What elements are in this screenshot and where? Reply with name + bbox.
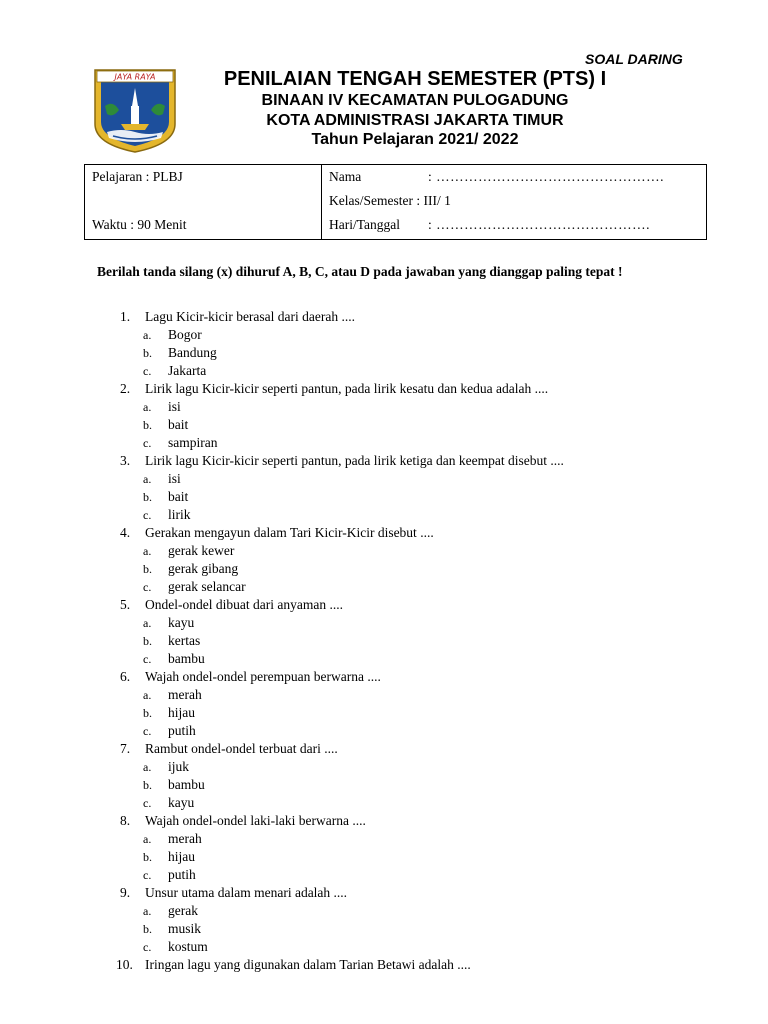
question-text: Gerakan mengayun dalam Tari Kicir-Kicir disebut .... [145, 525, 434, 540]
option-letter: b. [143, 634, 152, 648]
question-text: Wajah ondel-ondel perempuan berwarna .... [145, 669, 381, 684]
option-item[interactable] [0, 849, 768, 867]
option-text: gerak kewer [168, 543, 235, 558]
option-letter: c. [143, 940, 152, 954]
option-text: Jakarta [168, 363, 207, 378]
option-letter: b. [143, 562, 152, 576]
waktu-cell: Waktu : 90 Menit [92, 217, 187, 232]
question-item [0, 309, 768, 327]
option-item[interactable] [0, 921, 768, 939]
jakarta-emblem-logo [91, 66, 179, 154]
option-letter: a. [143, 472, 152, 486]
subtitle-kota: KOTA ADMINISTRASI JAKARTA TIMUR [266, 112, 564, 129]
option-item[interactable] [0, 903, 768, 921]
option-text: kayu [168, 795, 195, 810]
option-letter: c. [143, 652, 152, 666]
hari-field[interactable]: : ………………………………………. [428, 217, 651, 232]
option-letter: a. [143, 616, 152, 630]
option-letter: b. [143, 706, 152, 720]
option-text: hijau [168, 849, 195, 864]
question-text: Wajah ondel-ondel laki-laki berwarna .... [145, 813, 366, 828]
option-text: gerak [168, 903, 198, 918]
option-text: bambu [168, 777, 205, 792]
option-item[interactable] [0, 759, 768, 777]
option-text: hijau [168, 705, 195, 720]
question-text: Lirik lagu Kicir-kicir seperti pantun, pada lirik kesatu dan kedua adalah .... [145, 381, 549, 396]
option-item[interactable] [0, 705, 768, 723]
option-text: gerak selancar [168, 579, 246, 594]
option-text: lirik [168, 507, 191, 522]
option-letter: c. [143, 364, 152, 378]
question-item [0, 957, 768, 975]
question-text: Rambut ondel-ondel terbuat dari .... [145, 741, 338, 756]
kelas-cell: Kelas/Semester : III/ 1 [329, 193, 451, 208]
question-text: Iringan lagu yang digunakan dalam Tarian Betawi adalah .... [145, 957, 471, 972]
option-text: sampiran [168, 435, 218, 450]
option-item[interactable] [0, 777, 768, 795]
question-number: 10. [116, 957, 133, 972]
question-text: Ondel-ondel dibuat dari anyaman .... [145, 597, 343, 612]
option-item[interactable] [0, 633, 768, 651]
option-item[interactable] [0, 435, 768, 453]
question-number: 6. [120, 669, 131, 684]
option-letter: a. [143, 832, 152, 846]
option-item[interactable] [0, 363, 768, 381]
option-letter: b. [143, 346, 152, 360]
option-item[interactable] [0, 507, 768, 525]
info-table [84, 164, 707, 240]
info-divider [321, 165, 322, 239]
question-number: 5. [120, 597, 131, 612]
option-letter: c. [143, 508, 152, 522]
question-number: 2. [120, 381, 131, 396]
option-text: kayu [168, 615, 195, 630]
option-item[interactable] [0, 489, 768, 507]
question-item [0, 453, 768, 471]
option-text: Bogor [168, 327, 202, 342]
question-list [0, 309, 768, 975]
option-text: kostum [168, 939, 208, 954]
option-item[interactable] [0, 831, 768, 849]
option-item[interactable] [0, 345, 768, 363]
option-item[interactable] [0, 561, 768, 579]
option-letter: c. [143, 796, 152, 810]
nama-label: Nama [329, 169, 362, 184]
option-text: merah [168, 687, 202, 702]
option-text: musik [168, 921, 202, 936]
option-letter: b. [143, 418, 152, 432]
option-letter: b. [143, 850, 152, 864]
option-text: bambu [168, 651, 205, 666]
option-text: putih [168, 867, 196, 882]
option-letter: c. [143, 436, 152, 450]
option-text: bait [168, 489, 189, 504]
option-item[interactable] [0, 651, 768, 669]
option-item[interactable] [0, 417, 768, 435]
hari-label: Hari/Tanggal [329, 217, 401, 232]
option-letter: c. [143, 868, 152, 882]
pelajaran-cell: Pelajaran : PLBJ [92, 169, 183, 184]
option-text: Bandung [168, 345, 217, 360]
option-text: isi [168, 471, 181, 486]
option-item[interactable] [0, 939, 768, 957]
option-item[interactable] [0, 399, 768, 417]
option-text: merah [168, 831, 202, 846]
option-letter: a. [143, 400, 152, 414]
option-text: gerak gibang [168, 561, 239, 576]
option-letter: b. [143, 922, 152, 936]
option-item[interactable] [0, 867, 768, 885]
question-number: 3. [120, 453, 131, 468]
question-item [0, 813, 768, 831]
option-item[interactable] [0, 471, 768, 489]
option-letter: b. [143, 778, 152, 792]
option-item[interactable] [0, 795, 768, 813]
option-item[interactable] [0, 615, 768, 633]
nama-field[interactable]: : …………………………………………. [428, 169, 665, 184]
question-number: 8. [120, 813, 131, 828]
question-item [0, 381, 768, 399]
option-letter: a. [143, 760, 152, 774]
question-number: 1. [120, 309, 131, 324]
question-item [0, 525, 768, 543]
doc-tag: SOAL DARING [585, 51, 683, 67]
option-letter: a. [143, 544, 152, 558]
option-letter: c. [143, 724, 152, 738]
option-letter: a. [143, 328, 152, 342]
subtitle-binaan: BINAAN IV KECAMATAN PULOGADUNG [261, 92, 569, 109]
question-item [0, 885, 768, 903]
option-item[interactable] [0, 327, 768, 345]
option-text: bait [168, 417, 189, 432]
option-text: ijuk [168, 759, 190, 774]
option-letter: c. [143, 580, 152, 594]
question-item [0, 597, 768, 615]
logo-text: JAYA RAYA [114, 72, 156, 82]
option-letter: a. [143, 904, 152, 918]
question-item [0, 669, 768, 687]
instruction-text: Berilah tanda silang (x) dihuruf A, B, C, atau D pada jawaban yang dianggap paling tepat ! [97, 264, 623, 279]
option-letter: b. [143, 490, 152, 504]
question-text: Lagu Kicir-kicir berasal dari daerah .... [145, 309, 356, 324]
option-text: kertas [168, 633, 201, 648]
subtitle-year: Tahun Pelajaran 2021/ 2022 [311, 131, 519, 148]
option-letter: a. [143, 688, 152, 702]
question-text: Lirik lagu Kicir-kicir seperti pantun, pada lirik ketiga dan keempat disebut .... [145, 453, 564, 468]
option-item[interactable] [0, 543, 768, 561]
option-item[interactable] [0, 723, 768, 741]
question-text: Unsur utama dalam menari adalah .... [145, 885, 348, 900]
question-item [0, 741, 768, 759]
question-number: 7. [120, 741, 131, 756]
question-number: 4. [120, 525, 131, 540]
option-item[interactable] [0, 579, 768, 597]
option-text: putih [168, 723, 196, 738]
page-title: PENILAIAN TENGAH SEMESTER (PTS) I [223, 68, 607, 90]
option-text: isi [168, 399, 181, 414]
option-item[interactable] [0, 687, 768, 705]
question-number: 9. [120, 885, 131, 900]
